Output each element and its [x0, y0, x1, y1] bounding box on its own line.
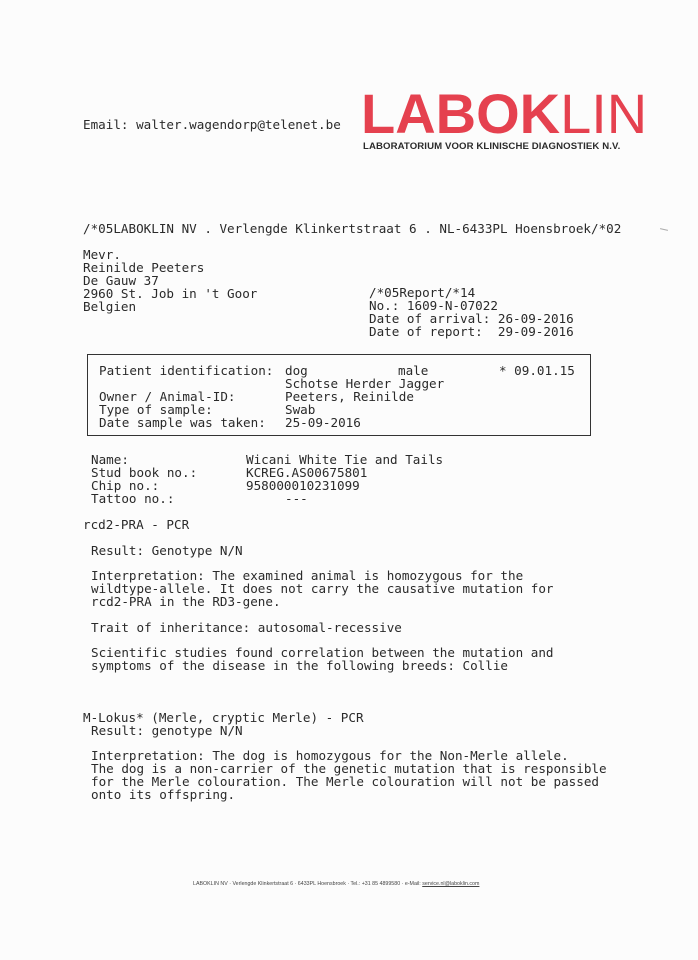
owner-value: Peeters, Reinilde: [285, 389, 414, 404]
test-result: Result: genotype N/N: [91, 723, 243, 738]
interpretation-line: wildtype-allele. It does not carry the causative mutation for: [91, 581, 554, 596]
interpretation-line: rcd2-PRA in the RD3-gene.: [91, 594, 281, 609]
interpretation-line: Interpretation: The examined animal is homozygous for the: [91, 568, 524, 583]
report-meta-line: /*05Report/*14: [369, 285, 476, 300]
recipient-line: De Gauw 37: [83, 273, 159, 288]
owner-label: Owner / Animal-ID:: [99, 389, 236, 404]
test-result: Result: Genotype N/N: [91, 543, 243, 558]
interpretation-line: for the Merle colouration. The Merle colouration will not be passed: [91, 774, 599, 789]
report-number: No.: 1609-N-07022: [369, 298, 498, 313]
recipient-line: 2960 St. Job in 't Goor: [83, 286, 258, 301]
footer-email-link[interactable]: service.nl@laboklin.com: [422, 881, 480, 887]
chip-label: Chip no.:: [91, 478, 160, 493]
studies-line: Scientific studies found correlation between the mutation and: [91, 645, 554, 660]
patient-dob: * 09.01.15: [499, 363, 575, 378]
stud-book-label: Stud book no.:: [91, 465, 198, 480]
interpretation-line: onto its offspring.: [91, 787, 236, 802]
test-title: M-Lokus* (Merle, cryptic Merle) - PCR: [83, 710, 364, 725]
stud-book-value: KCREG.AS00675801: [246, 465, 368, 480]
scan-mark: [660, 228, 668, 231]
email-line: Email: walter.wagendorp@telenet.be: [83, 117, 341, 132]
recipient-line: Reinilde Peeters: [83, 260, 205, 275]
patient-label: Patient identification:: [99, 363, 274, 378]
sample-date-label: Date sample was taken:: [99, 415, 266, 430]
logo-subtitle: LABORATORIUM VOOR KLINISCHE DIAGNOSTIEK N.V.: [363, 141, 621, 152]
date-of-report: Date of report: 29-09-2016: [369, 324, 574, 339]
patient-breed-name: Schotse Herder Jagger: [285, 376, 445, 391]
sample-date-value: 25-09-2016: [285, 415, 361, 430]
logo-text-thin: LIN: [560, 82, 648, 145]
test-title: rcd2-PRA - PCR: [83, 517, 190, 532]
interpretation-line: Interpretation: The dog is homozygous for the Non-Merle allele.: [91, 748, 569, 763]
logo-text-main: LABOK: [361, 82, 561, 145]
date-of-arrival: Date of arrival: 26-09-2016: [369, 311, 574, 326]
name-value: Wicani White Tie and Tails: [246, 452, 444, 467]
name-label: Name:: [91, 452, 129, 467]
footer-text: LABOKLIN NV · Verlengde Klinkertstraat 6 · 6433PL Hoensbroek · Tel.: +31 85 4899580 · e-Mail:: [193, 881, 423, 887]
studies-line: symptoms of the disease in the following breeds: Collie: [91, 658, 509, 673]
patient-sex: male: [398, 363, 429, 378]
tattoo-value: ---: [285, 491, 308, 506]
footer: [193, 881, 479, 887]
recipient-line: Mevr.: [83, 247, 121, 262]
interpretation-line: The dog is a non-carrier of the genetic mutation that is responsible: [91, 761, 607, 776]
patient-species: dog: [285, 363, 308, 378]
recipient-line: Belgien: [83, 299, 137, 314]
tattoo-label: Tattoo no.:: [91, 491, 175, 506]
sample-type-label: Type of sample:: [99, 402, 213, 417]
sender-line: /*05LABOKLIN NV . Verlengde Klinkertstraat 6 . NL-6433PL Hoensbroek/*02: [83, 221, 622, 236]
chip-value: 958000010231099: [246, 478, 360, 493]
sample-type-value: Swab: [285, 402, 316, 417]
laboklin-logo: [361, 82, 648, 145]
trait-of-inheritance: Trait of inheritance: autosomal-recessive: [91, 620, 402, 635]
